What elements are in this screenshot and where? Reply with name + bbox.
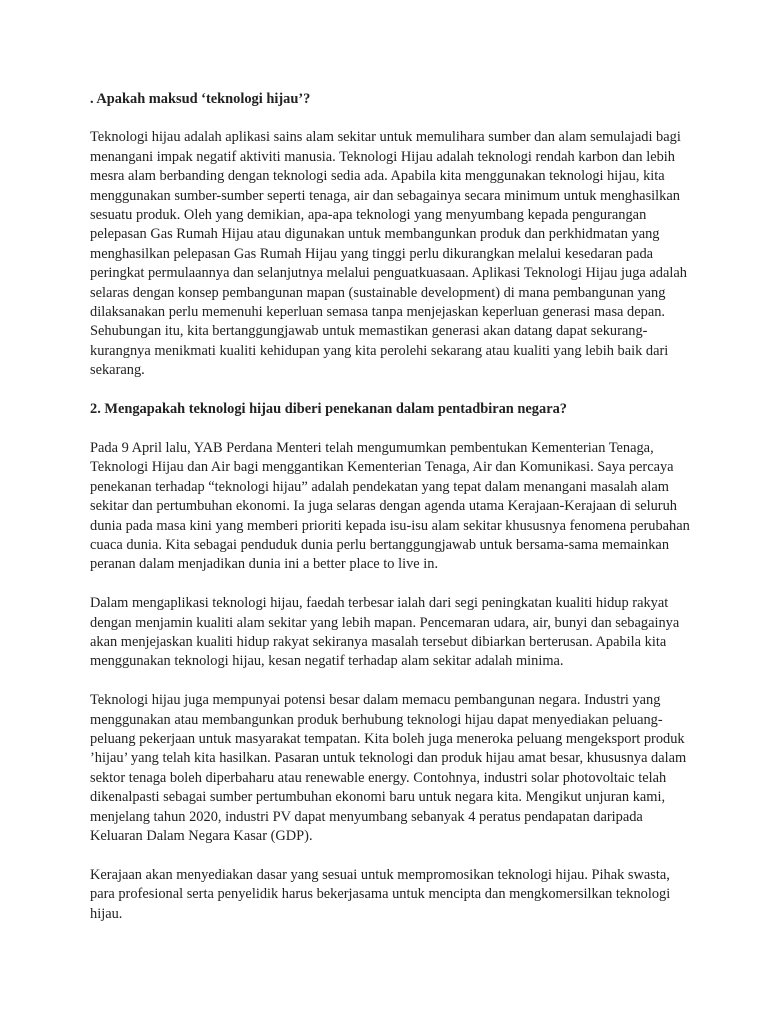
paragraph-policy: Kerajaan akan menyediakan dasar yang sesuai untuk mempromosikan teknologi hijau. Pihak swasta, para profesional serta penyelidik harus bekerjasama untuk mencipta dan mengkomersilkan teknologi hijau.: [90, 866, 671, 922]
paragraph-ministry: Pada 9 April lalu, YAB Perdana Menteri telah mengumumkan pembentukan Kementerian Tenaga, Teknologi Hijau dan Air bagi menggantikan Kementerian Tenaga, Air dan Komunikasi. Saya percaya penekanan terhadap “teknologi hijau” adalah pendekatan yang tepat dalam menangani masalah alam sekitar dan pertumbuhan ekonomi. Ia juga selaras dengan agenda utama Kerajaan-Kerajaan di seluruh dunia pada masa kini yang memberi prioriti kepada isu-isu alam sekitar khususnya fenomena perubahan cuaca dunia. Kita sebagai penduduk dunia perlu bertanggungjawab untuk bersama-sama memainkan peranan dalam menjadikan dunia ini a better place to live in.: [90, 439, 690, 573]
paragraph-quality-of-life: Dalam mengaplikasi teknologi hijau, faedah terbesar ialah dari segi peningkatan kualiti hidup rakyat dengan menjamin kualiti alam sekitar yang lebih mapan. Pencemaran udara, air, bunyi dan sebagainya akan menjejaskan kualiti hidup rakyat sekiranya masalah tersebut dibiarkan berterusan. Apabila kita menggunakan teknologi hijau, kesan negatif terhadap alam sekitar adalah minima.: [90, 595, 680, 670]
heading-question-2: 2. Mengapakah teknologi hijau diberi penekanan dalam pentadbiran negara?: [90, 401, 567, 418]
paragraph-definition: Teknologi hijau adalah aplikasi sains alam sekitar untuk memulihara sumber dan alam semulajadi bagi menangani impak negatif aktiviti manusia. Teknologi Hijau adalah teknologi rendah karbon dan lebih mesra alam berbanding dengan teknologi sedia ada. Apabila kita menggunakan teknologi hijau, kita menggunakan sumber-sumber seperti tenaga, air dan sebagainya secara minimum untuk menghasilkan sesuatu produk. Oleh yang demikian, apa-apa teknologi yang menyumbang kepada pengurangan pelepasan Gas Rumah Hijau atau digunakan untuk membangunkan produk dan perkhidmatan yang menghasilkan pelepasan Gas Rumah Hijau yang tinggi perlu dikurangkan melalui kesedaran pada peringkat permulaannya dan selanjutnya melalui penguatkuasaan. Aplikasi Teknologi Hijau juga adalah selaras dengan konsep pembangunan mapan (sustainable development) di mana pembangunan yang dilaksanakan perlu memenuhi keperluan semasa tanpa menjejaskan keperluan generasi masa depan. Sehubungan itu, kita bertanggungjawab untuk memastikan generasi akan datang dapat sekurang-kurangnya menikmati kualiti kehidupan yang kita perolehi sekarang atau kualiti yang lebih baik dari sekarang.: [90, 129, 687, 379]
heading-question-1: . Apakah maksud ‘teknologi hijau’?: [90, 91, 311, 107]
document-page: [90, 90, 690, 943]
paragraph-economic-potential: Teknologi hijau juga mempunyai potensi besar dalam memacu pembangunan negara. Industri yang menggunakan atau membangunkan produk berhubung teknologi hijau dapat menyediakan peluang-peluang pekerjaan untuk masyarakat tempatan. Kita boleh juga meneroka peluang mengeksport produk ’hijau’ yang telah kita hasilkan. Pasaran untuk teknologi dan produk hijau amat besar, khususnya dalam sektor tenaga boleh diperbaharu atau renewable energy. Contohnya, industri solar photovoltaic telah dikenalpasti sebagai sumber pertumbuhan ekonomi baru untuk negara kita. Mengikut unjuran kami, menjelang tahun 2020, industri PV dapat menyumbang sebanyak 4 peratus pendapatan daripada Keluaran Dalam Negara Kasar (GDP).: [90, 692, 687, 844]
